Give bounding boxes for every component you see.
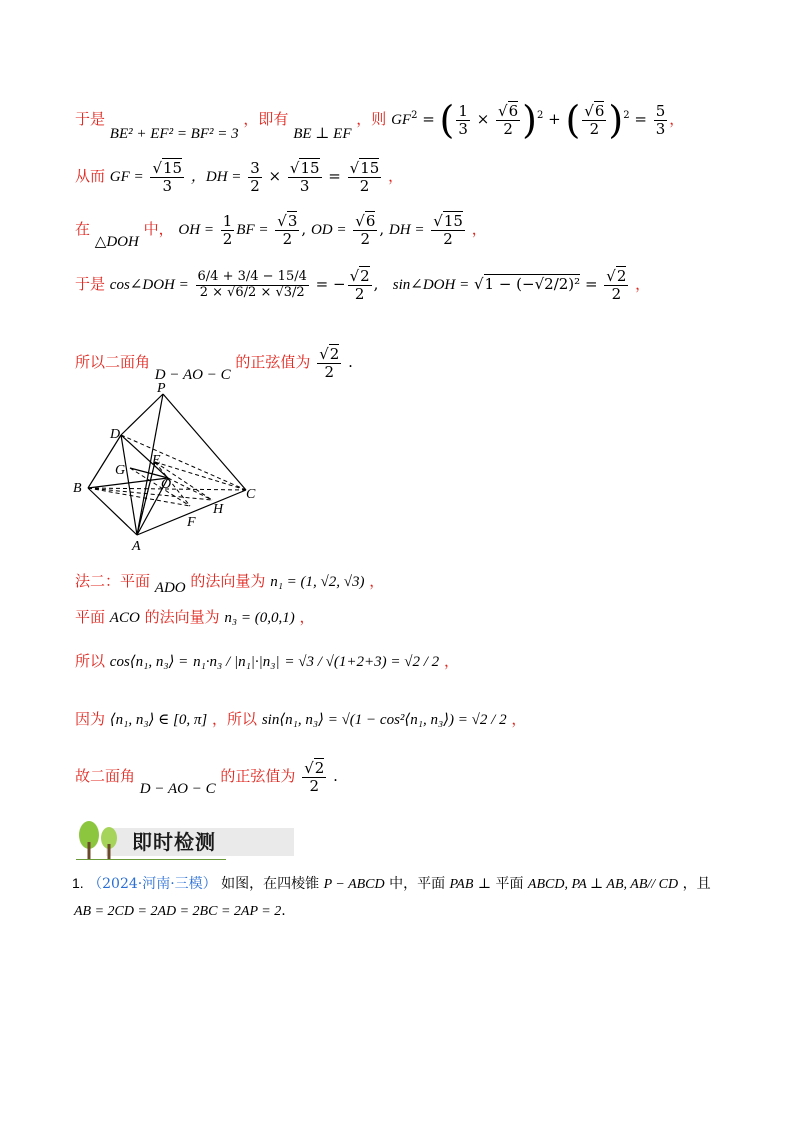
pyramid-figure [60,380,280,560]
question-source: （2024·河南·三模） [88,876,217,892]
label-P: P [157,381,166,396]
label-F: F [187,515,196,530]
solution-line-2: 从而 GF = $\frac{√15}{3}$ ，DH = $\frac{3}{2}$ × $\frac{√15}{3}$ = $\frac{√15}{2}$ ， [75,159,404,195]
solution-line-3: 在 △DOH 中， OH = $\frac{1}{2}$ BF = $\frac{√3}{2}$ , OD = $\frac{√6}{2}$ , DH = $\frac{√15}{2}$ ， [75,212,487,250]
label-O: O [161,477,172,492]
solution-line-1: 于是 BE² + EF² = BF² = 3 ，即有 BE ⊥ EF ，则 $GF^2$ = ( $\frac{1}{3}$ × $\frac{√6}{2}$ )$^2$ + ( $\frac{√6}{2}$ )$^2$ = $\frac{5}{3}$ ， [75,98,685,142]
solution-line-7: 平面 ACO 的法向量为 n₃ = (0,0,1) ， [75,608,315,626]
solution-line-10: 故二面角 D − AO − C 的正弦值为 $\frac{√2}{2}$ . [75,759,338,797]
label-D: D [110,427,121,442]
formula: BE² + EF² = BF² = 3 [109,126,239,142]
solution-line-9: 因为 ⟨n₁, n₃⟩ ∈ [0, π] ，所以 sin⟨n₁, n₃⟩ = √(1 − cos²⟨n₁, n₃⟩) = √2 / 2 ， [75,710,527,728]
label-A: A [132,539,141,554]
question-number: 1. [72,875,84,891]
solution-line-5: 所以二面角 D − AO − C 的正弦值为 $\frac{√2}{2}$ . [75,345,353,383]
solution-line-4: 于是 cos∠DOH = $\frac{6/4 + 3/4 - 15/4}{2 \times √6/2 \times √3/2}$ = − $\frac{√2}{2}$ , sin∠DOH = √1 − (−√2/2)² = $\frac{√2}{2}$ ， [75,267,651,303]
label-B: B [73,481,82,496]
label-C: C [246,487,256,502]
formula: BE ⊥ EF [293,126,352,142]
label-E: E [152,453,161,468]
question-1: 1. （2024·河南·三模） 如图，在四棱锥 P − ABCD 中，平面 PAB ⊥ 平面 ABCD, PA ⊥ AB, AB// CD ，且 AB = 2CD = 2AD = 2BC = 2AP = 2. [72,875,711,919]
section-title: 即时检测 [132,830,216,854]
tree-icon [76,820,124,860]
solution-line-6: 法二：平面 ADO 的法向量为 n₁ = (1, √2, √3) ， [75,572,385,596]
label-H: H [213,502,224,517]
label-G: G [115,463,126,478]
solution-line-8: 所以 cos⟨n₁, n₃⟩ = n₁·n₃ / |n₁|·|n₃| = √3 / √(1+2+3) = √2 / 2 ， [75,652,459,670]
section-header [76,820,226,860]
